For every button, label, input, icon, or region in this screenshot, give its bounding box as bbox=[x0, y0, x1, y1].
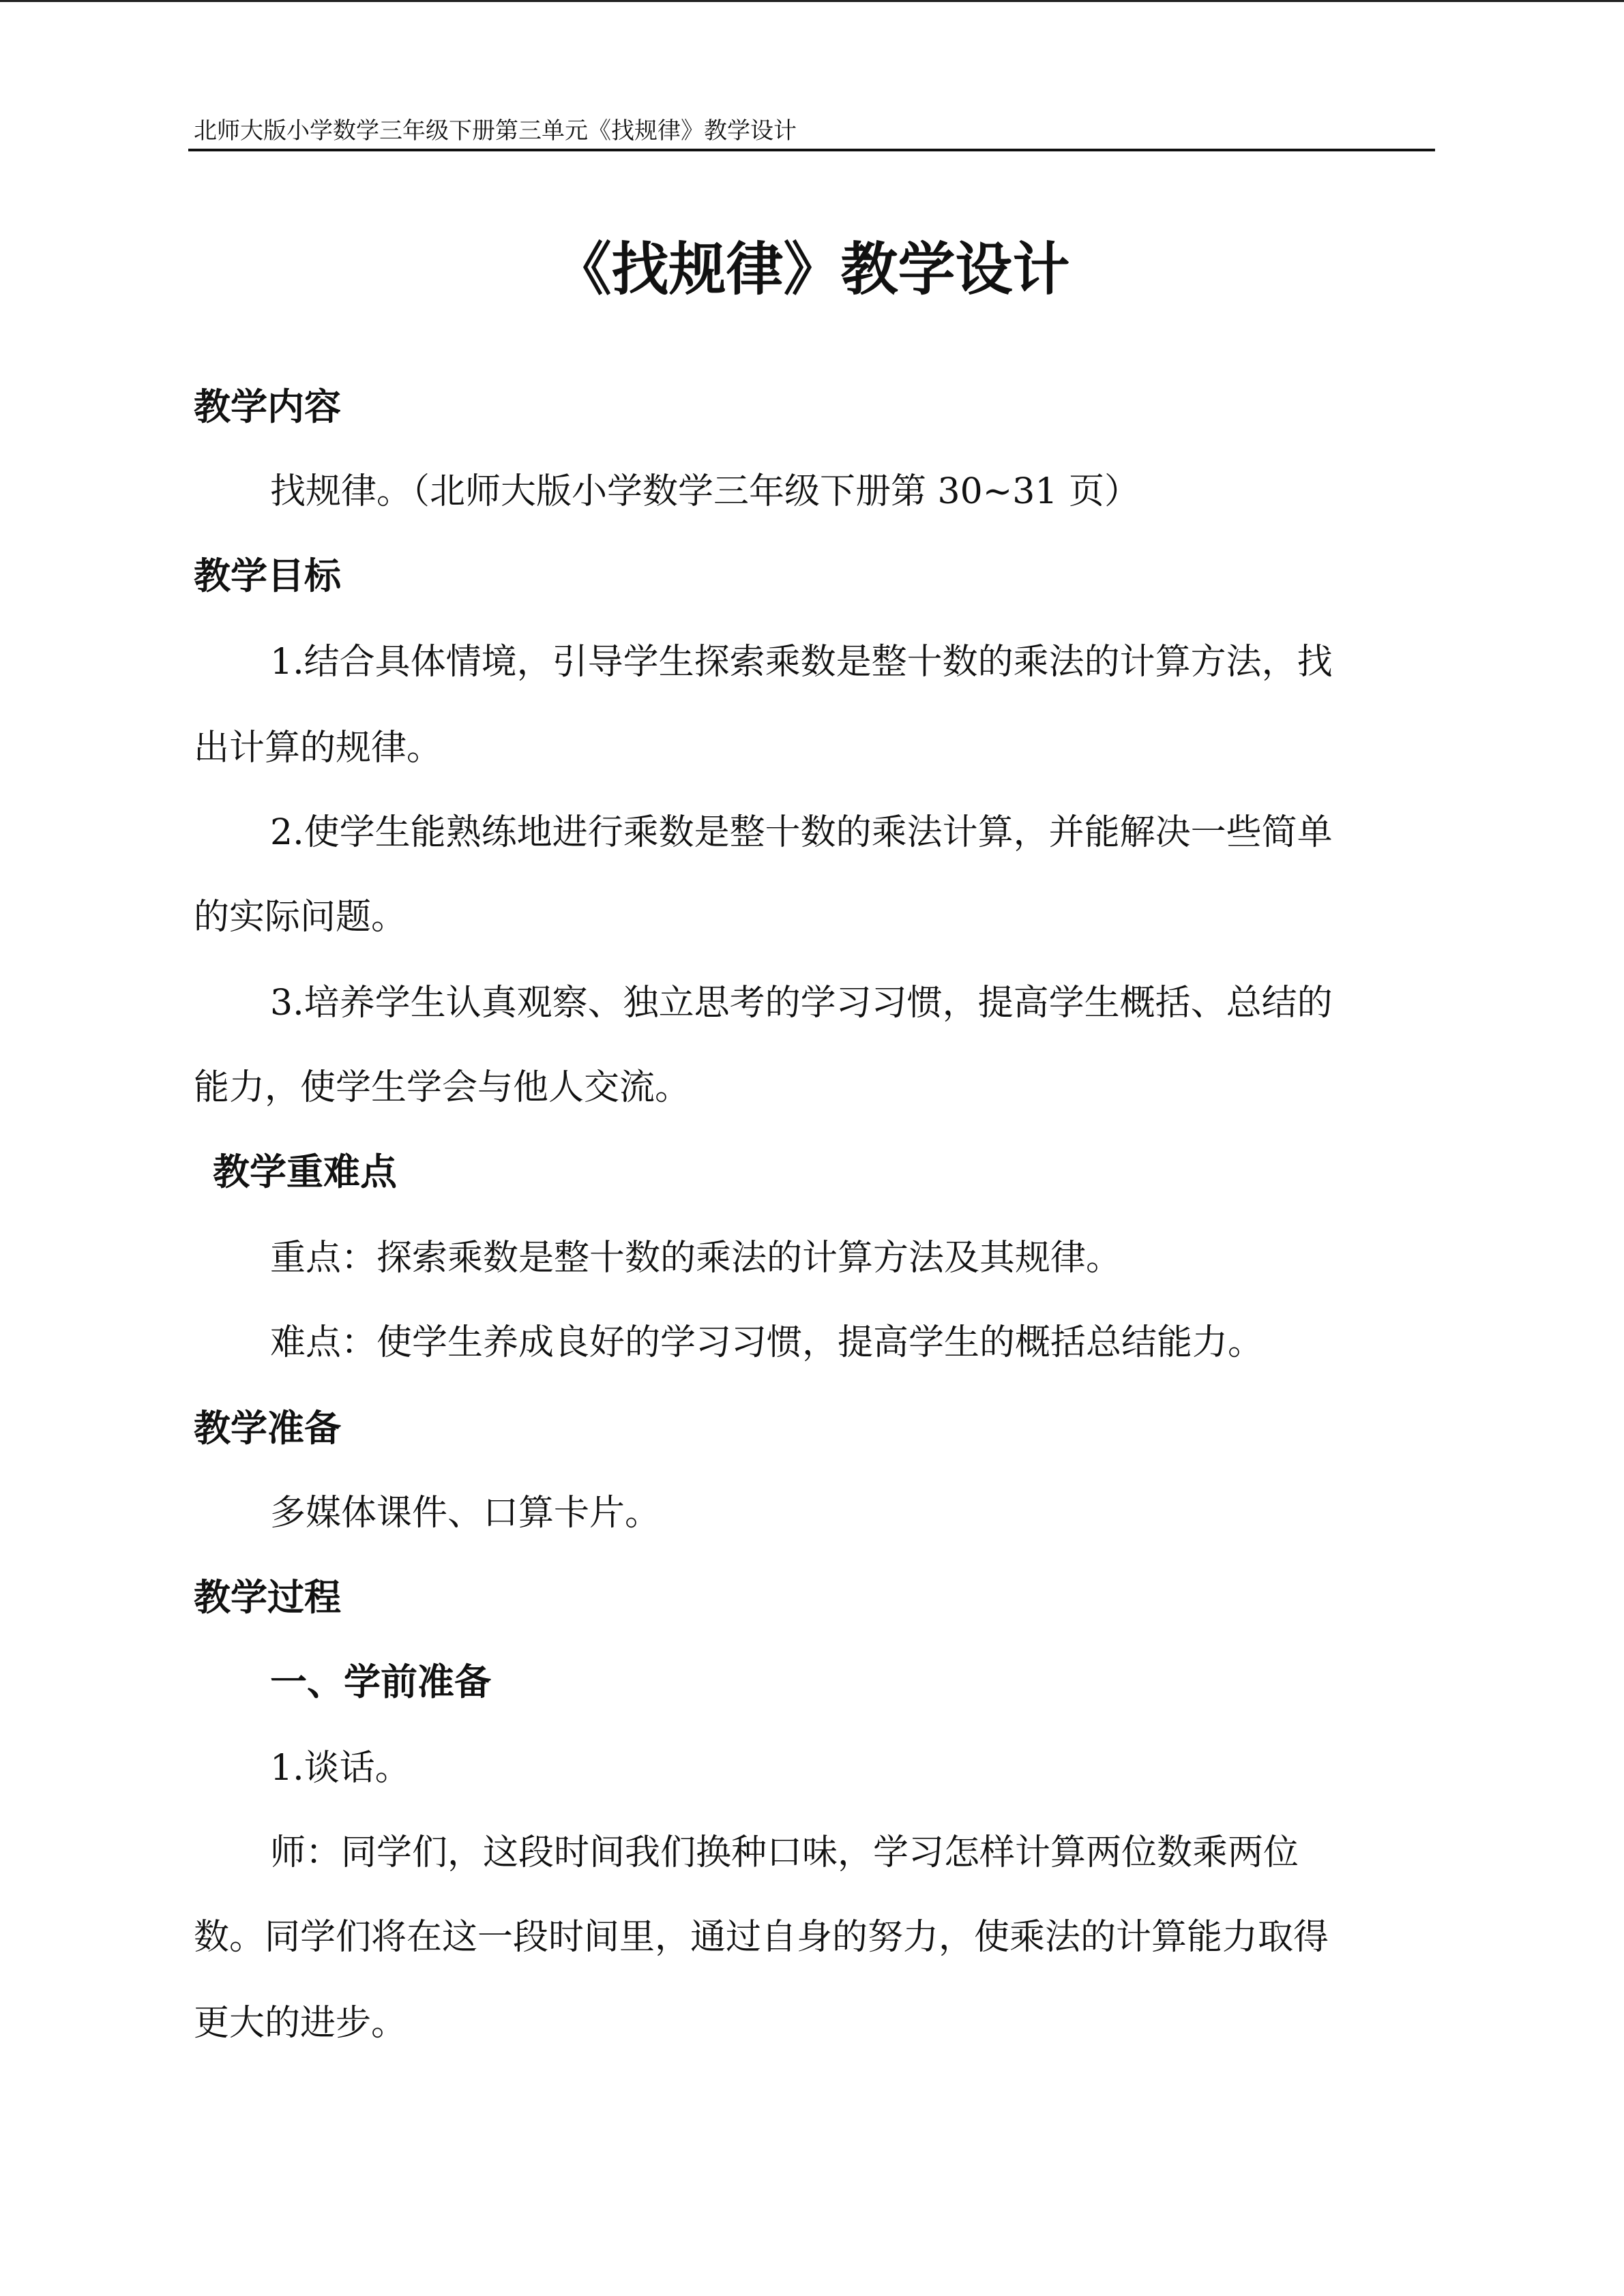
running-header: 北师大版小学数学三年级下册第三单元《找规律》教学设计 bbox=[194, 117, 797, 145]
content-line: 找规律。（北师大版小学数学三年级下册第 30~31 页） bbox=[270, 471, 1140, 512]
subheading-pre-study: 一、学前准备 bbox=[270, 1660, 491, 1703]
goal-item-3-line-1: 3.培养学生认真观察、独立思考的学习习惯，提高学生概括、总结的 bbox=[270, 983, 1333, 1024]
heading-teaching-goals: 教学目标 bbox=[194, 554, 341, 597]
preparation-line: 多媒体课件、口算卡片。 bbox=[270, 1493, 661, 1534]
heading-preparation: 教学准备 bbox=[194, 1407, 341, 1450]
goal-item-2-line-1: 2.使学生能熟练地进行乘数是整十数的乘法计算，并能解决一些简单 bbox=[270, 812, 1333, 853]
heading-teaching-process: 教学过程 bbox=[194, 1576, 341, 1619]
goal-item-1-line-1: 1.结合具体情境，引导学生探索乘数是整十数的乘法的计算方法，找 bbox=[270, 642, 1333, 683]
process-step-1: 1.谈话。 bbox=[270, 1748, 411, 1789]
goal-item-2-line-2: 的实际问题。 bbox=[194, 897, 407, 938]
key-point-difficulty: 难点：使学生养成良好的学习习惯，提高学生的概括总结能力。 bbox=[270, 1322, 1264, 1363]
header-rule bbox=[188, 149, 1435, 151]
page-top-border bbox=[0, 0, 1624, 2]
teacher-talk-line-3: 更大的进步。 bbox=[194, 2003, 407, 2044]
goal-item-3-line-2: 能力，使学生学会与他人交流。 bbox=[194, 1067, 691, 1108]
key-point-focus: 重点：探索乘数是整十数的乘法的计算方法及其规律。 bbox=[270, 1238, 1122, 1279]
document-title: 《找规律》教学设计 bbox=[554, 236, 1070, 303]
teacher-talk-line-2: 数。同学们将在这一段时间里，通过自身的努力，使乘法的计算能力取得 bbox=[194, 1917, 1329, 1958]
goal-item-1-line-2: 出计算的规律。 bbox=[194, 728, 443, 769]
teacher-talk-line-1: 师：同学们，这段时间我们换种口味，学习怎样计算两位数乘两位 bbox=[270, 1832, 1299, 1873]
heading-teaching-content: 教学内容 bbox=[194, 385, 341, 428]
heading-key-points: 教学重难点 bbox=[213, 1150, 397, 1193]
